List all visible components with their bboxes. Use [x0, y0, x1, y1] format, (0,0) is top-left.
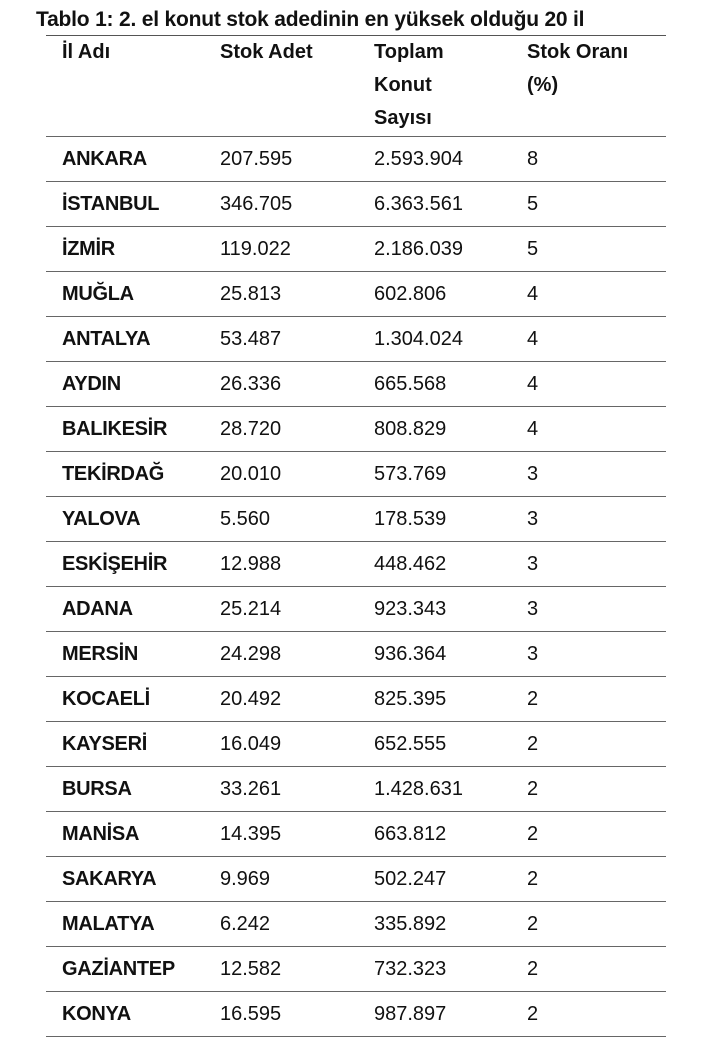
cell-oran: 3: [511, 542, 666, 587]
cell-il: AYDIN: [46, 362, 204, 407]
cell-oran: 2: [511, 677, 666, 722]
table-row: [46, 227, 666, 272]
cell-stok: 16.049: [204, 722, 358, 767]
cell-toplam: 2.186.039: [358, 227, 511, 272]
table-row: [46, 137, 666, 182]
cell-toplam: 448.462: [358, 542, 511, 587]
table-row: [46, 542, 666, 587]
cell-stok: 6.242: [204, 902, 358, 947]
cell-stok: 12.582: [204, 947, 358, 992]
cell-stok: 33.261: [204, 767, 358, 812]
header-oran: [511, 36, 666, 137]
cell-oran: 2: [511, 857, 666, 902]
cell-toplam: 1.428.631: [358, 767, 511, 812]
cell-il: YALOVA: [46, 497, 204, 542]
cell-il: ADANA: [46, 587, 204, 632]
cell-toplam: 652.555: [358, 722, 511, 767]
table-row: [46, 272, 666, 317]
cell-oran: 4: [511, 407, 666, 452]
cell-oran: 8: [511, 137, 666, 182]
header-il-label: İl Adı: [62, 41, 111, 63]
cell-stok: 53.487: [204, 317, 358, 362]
table-row: [46, 407, 666, 452]
cell-oran: 3: [511, 632, 666, 677]
cell-oran: 3: [511, 497, 666, 542]
cell-il: MALATYA: [46, 902, 204, 947]
cell-stok: 346.705: [204, 182, 358, 227]
stock-table: [46, 36, 666, 1037]
header-oran-line1: Stok Oranı: [527, 41, 629, 63]
cell-toplam: 573.769: [358, 452, 511, 497]
header-il: [46, 36, 204, 137]
header-toplam-line3: Sayısı: [374, 107, 432, 129]
cell-il: İZMİR: [46, 227, 204, 272]
table-row: [46, 992, 666, 1037]
cell-stok: 20.492: [204, 677, 358, 722]
cell-stok: 25.813: [204, 272, 358, 317]
header-toplam-line1: Toplam: [374, 41, 444, 63]
cell-stok: 119.022: [204, 227, 358, 272]
cell-toplam: 178.539: [358, 497, 511, 542]
cell-oran: 5: [511, 227, 666, 272]
cell-il: GAZİANTEP: [46, 947, 204, 992]
cell-oran: 3: [511, 452, 666, 497]
table-row: [46, 857, 666, 902]
cell-stok: 14.395: [204, 812, 358, 857]
cell-il: İSTANBUL: [46, 182, 204, 227]
cell-toplam: 502.247: [358, 857, 511, 902]
cell-toplam: 923.343: [358, 587, 511, 632]
cell-stok: 26.336: [204, 362, 358, 407]
table-row: [46, 722, 666, 767]
cell-stok: 9.969: [204, 857, 358, 902]
table-row: [46, 812, 666, 857]
cell-toplam: 6.363.561: [358, 182, 511, 227]
cell-il: ANKARA: [46, 137, 204, 182]
cell-il: SAKARYA: [46, 857, 204, 902]
cell-stok: 20.010: [204, 452, 358, 497]
cell-toplam: 987.897: [358, 992, 511, 1037]
cell-stok: 5.560: [204, 497, 358, 542]
table-row: [46, 947, 666, 992]
cell-toplam: 665.568: [358, 362, 511, 407]
cell-il: ESKİŞEHİR: [46, 542, 204, 587]
cell-toplam: 808.829: [358, 407, 511, 452]
cell-il: MANİSA: [46, 812, 204, 857]
cell-oran: 2: [511, 902, 666, 947]
cell-il: KOCAELİ: [46, 677, 204, 722]
cell-oran: 2: [511, 812, 666, 857]
cell-stok: 12.988: [204, 542, 358, 587]
header-row: [46, 36, 666, 137]
cell-stok: 28.720: [204, 407, 358, 452]
cell-toplam: 663.812: [358, 812, 511, 857]
table-header: [46, 36, 666, 137]
table-row: [46, 317, 666, 362]
cell-oran: 2: [511, 722, 666, 767]
cell-il: TEKİRDAĞ: [46, 452, 204, 497]
cell-il: BURSA: [46, 767, 204, 812]
cell-toplam: 335.892: [358, 902, 511, 947]
table-body: [46, 137, 666, 1037]
cell-il: BALIKESİR: [46, 407, 204, 452]
cell-toplam: 1.304.024: [358, 317, 511, 362]
cell-oran: 4: [511, 362, 666, 407]
cell-il: ANTALYA: [46, 317, 204, 362]
cell-oran: 4: [511, 317, 666, 362]
header-stok-label: Stok Adet: [220, 41, 313, 63]
table-row: [46, 497, 666, 542]
cell-toplam: 602.806: [358, 272, 511, 317]
table-row: [46, 767, 666, 812]
table-row: [46, 677, 666, 722]
table-row: [46, 632, 666, 677]
header-toplam: [358, 36, 511, 137]
cell-il: MUĞLA: [46, 272, 204, 317]
header-oran-line2: (%): [527, 74, 559, 96]
table-row: [46, 452, 666, 497]
cell-toplam: 825.395: [358, 677, 511, 722]
table-title: Tablo 1: 2. el konut stok adedinin en yüksek olduğu 20 il: [36, 8, 585, 31]
cell-stok: 25.214: [204, 587, 358, 632]
cell-stok: 24.298: [204, 632, 358, 677]
cell-il: MERSİN: [46, 632, 204, 677]
cell-oran: 2: [511, 992, 666, 1037]
cell-oran: 2: [511, 767, 666, 812]
cell-stok: 16.595: [204, 992, 358, 1037]
cell-oran: 2: [511, 947, 666, 992]
cell-toplam: 732.323: [358, 947, 511, 992]
cell-oran: 5: [511, 182, 666, 227]
cell-toplam: 936.364: [358, 632, 511, 677]
cell-oran: 4: [511, 272, 666, 317]
cell-il: KONYA: [46, 992, 204, 1037]
header-stok: [204, 36, 358, 137]
table-row: [46, 902, 666, 947]
cell-toplam: 2.593.904: [358, 137, 511, 182]
cell-il: KAYSERİ: [46, 722, 204, 767]
header-toplam-line2: Konut: [374, 74, 432, 96]
table-row: [46, 587, 666, 632]
table-row: [46, 362, 666, 407]
cell-oran: 3: [511, 587, 666, 632]
table-row: [46, 182, 666, 227]
cell-stok: 207.595: [204, 137, 358, 182]
